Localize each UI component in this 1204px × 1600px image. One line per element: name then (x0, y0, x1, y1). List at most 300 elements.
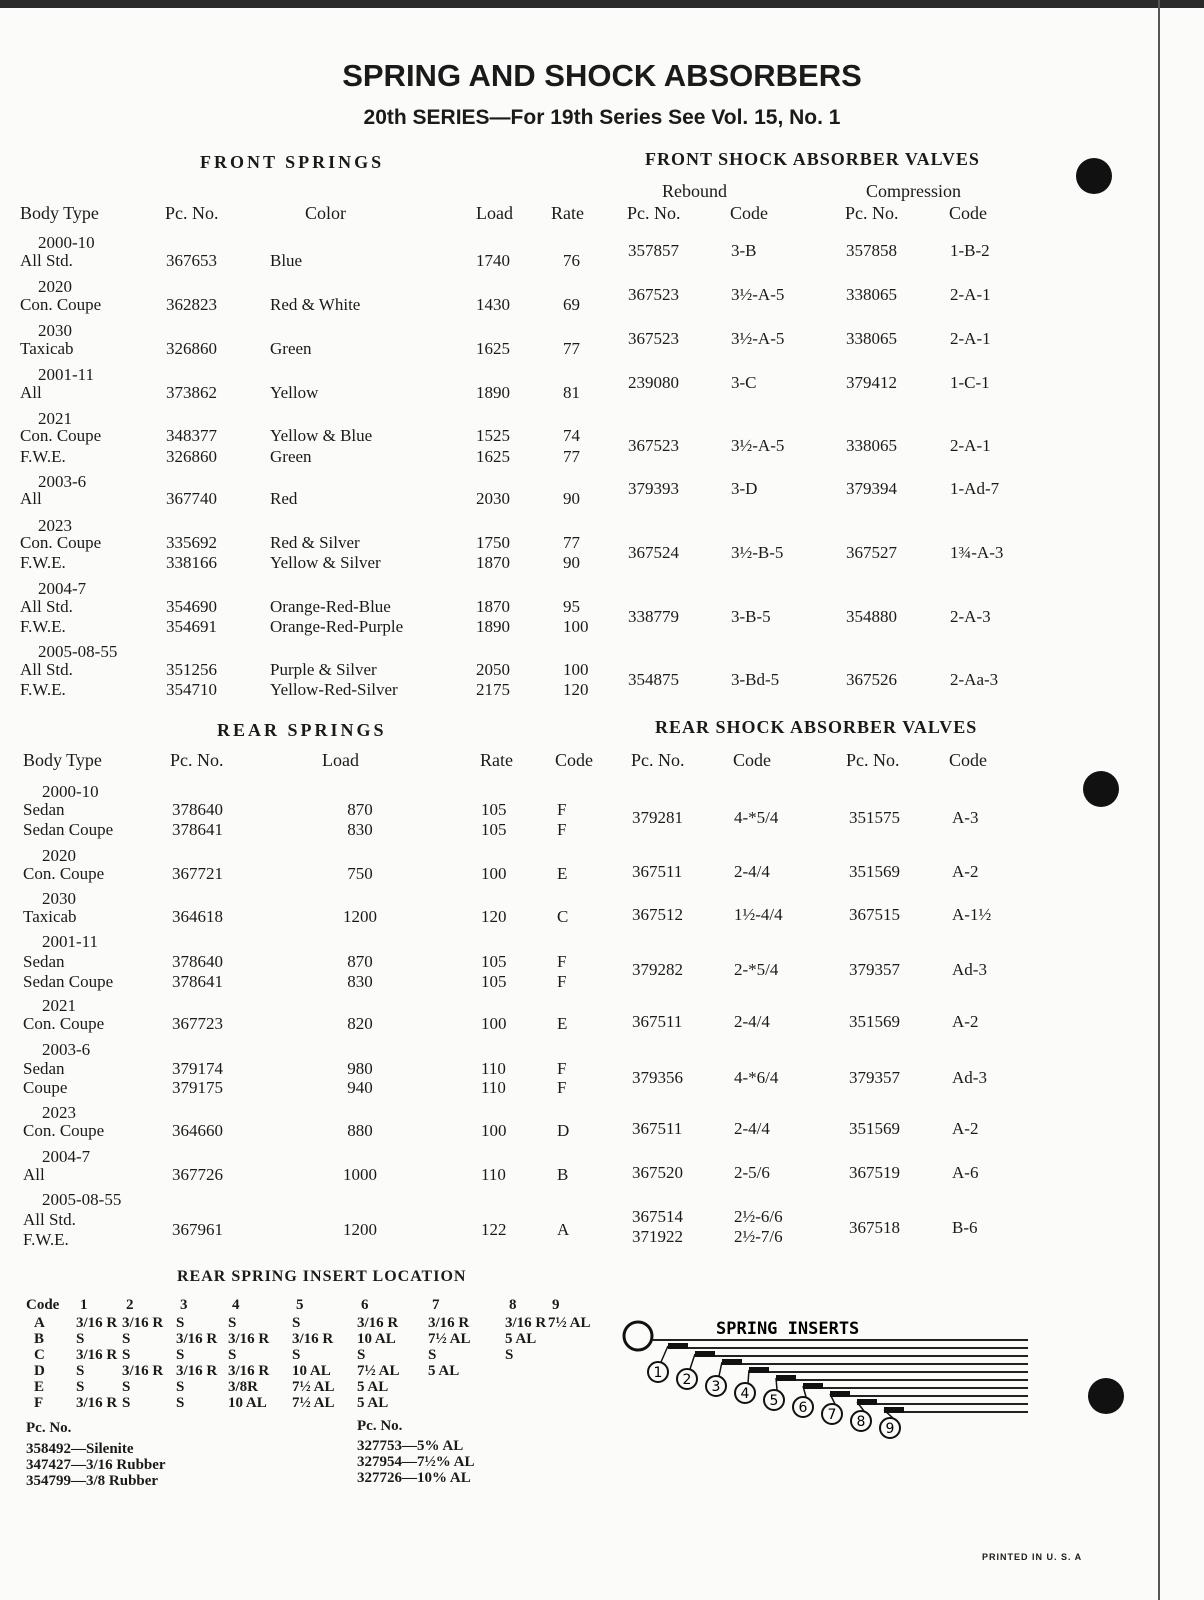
piece-number: 378641 (172, 820, 223, 839)
series-label: 2004-7 (42, 1147, 91, 1166)
piece-number: 367740 (166, 489, 217, 508)
body-type: Coupe (23, 1078, 68, 1097)
insert-number: 8 (856, 1414, 866, 1430)
spring-rate: 77 (563, 533, 580, 552)
body-type: Sedan (23, 1059, 65, 1078)
rear-springs-heading: REAR SPRINGS (217, 720, 387, 740)
compression-piece-number: 379357 (849, 1068, 900, 1087)
column-header: Code (730, 203, 768, 223)
spring-load: 830 (347, 972, 373, 991)
insert-code: C (557, 907, 569, 926)
spring-load: 2050 (476, 660, 510, 679)
spring-color: Yellow & Silver (270, 553, 381, 572)
insert-cell: 10 AL (228, 1395, 267, 1411)
insert-code: E (557, 1014, 568, 1033)
rebound-code: 3-B (731, 241, 757, 260)
spring-color: Red (270, 489, 298, 508)
insert-part: 327753—5% AL (357, 1438, 464, 1454)
insert-cell: 10 AL (357, 1331, 396, 1347)
binder-hole (1088, 1378, 1124, 1414)
spring-color: Orange-Red-Blue (270, 597, 391, 616)
insert-cell: 7½ AL (548, 1315, 591, 1331)
rebound-piece-number: 338779 (628, 607, 679, 626)
insert-cell: S (176, 1315, 185, 1331)
spring-color: Green (270, 447, 312, 466)
rebound-piece-number: 239080 (628, 373, 679, 392)
rebound-piece-number: 367523 (628, 436, 679, 455)
column-header: Pc. No. (170, 750, 224, 770)
compression-piece-number: 379394 (846, 479, 897, 498)
insert-cell: S (292, 1347, 301, 1363)
body-type: Sedan (23, 800, 65, 819)
column-header: Body Type (20, 203, 99, 223)
front-valves-heading: FRONT SHOCK ABSORBER VALVES (645, 149, 980, 169)
spring-rate: 90 (563, 489, 580, 508)
series-label: 2030 (42, 889, 76, 908)
insert-cell: S (176, 1347, 185, 1363)
insert-number: 2 (682, 1372, 692, 1388)
insert-cell: 3/16 R (228, 1363, 270, 1379)
piece-number: 326860 (166, 339, 217, 358)
spring-rate: 105 (481, 972, 507, 991)
rebound-code: 3½-B-5 (731, 543, 784, 562)
compression-piece-number: 367519 (849, 1163, 900, 1182)
insert-number: 4 (740, 1386, 750, 1402)
insert-cell: 3/16 R (122, 1363, 164, 1379)
rebound-code: 3-D (731, 479, 758, 498)
spring-rate: 100 (563, 617, 589, 636)
rebound-code: 4-*5/4 (734, 808, 779, 827)
insert-cell: 5 AL (357, 1395, 389, 1411)
spring-load: 820 (347, 1014, 373, 1033)
spring-load: 980 (347, 1059, 373, 1078)
insert-column-header: 8 (509, 1297, 517, 1313)
spring-load: 880 (347, 1121, 373, 1140)
piece-number: 326860 (166, 447, 217, 466)
piece-number: 338166 (166, 553, 217, 572)
page-subtitle: 20th SERIES—For 19th Series See Vol. 15, No. 1 (363, 106, 841, 129)
spring-rate: 77 (563, 447, 580, 466)
body-type: Con. Coupe (23, 864, 105, 883)
spring-load: 1625 (476, 447, 510, 466)
rebound-label: Rebound (662, 181, 727, 201)
piece-number: 354691 (166, 617, 217, 636)
compression-piece-number: 351569 (849, 862, 900, 881)
rebound-piece-number: 367511 (632, 862, 683, 881)
rebound-piece-number: 367520 (632, 1163, 683, 1182)
rebound-code: 2½-7/6 (734, 1227, 783, 1246)
compression-code: Ad-3 (952, 1068, 987, 1087)
spring-color: Red & White (270, 295, 361, 314)
insert-block (695, 1351, 715, 1357)
spring-load: 1625 (476, 339, 510, 358)
spring-rate: 110 (481, 1059, 506, 1078)
rebound-piece-number: 379282 (632, 960, 683, 979)
compression-code: 2-A-3 (950, 607, 991, 626)
insert-cell: 3/16 R (176, 1363, 218, 1379)
spring-rate: 122 (481, 1220, 507, 1239)
insert-cell: S (122, 1395, 131, 1411)
rebound-code: 2-4/4 (734, 1012, 770, 1031)
insert-block (722, 1359, 742, 1365)
piece-number: 348377 (166, 426, 217, 445)
printed-in-usa: PRINTED IN U. S. A (982, 1552, 1083, 1562)
column-header: Pc. No. (165, 203, 219, 223)
spring-rate: 105 (481, 820, 507, 839)
insert-number: 9 (885, 1421, 895, 1437)
insert-code: F (557, 820, 567, 839)
column-header: Load (322, 750, 359, 770)
spring-load: 1200 (343, 907, 377, 926)
insert-part: 347427—3/16 Rubber (26, 1457, 166, 1473)
insert-column-header: 6 (361, 1297, 369, 1313)
body-type: F.W.E. (20, 553, 66, 572)
insert-cell: 3/8R (228, 1379, 258, 1395)
insert-cell: S (122, 1379, 131, 1395)
insert-cell: 7½ AL (292, 1395, 335, 1411)
piece-number: 378640 (172, 800, 223, 819)
insert-part: 358492—Silenite (26, 1441, 134, 1457)
column-header: Code (949, 203, 987, 223)
spring-rate: 69 (563, 295, 580, 314)
spring-load: 940 (347, 1078, 373, 1097)
column-header: Code (555, 750, 593, 770)
compression-code: A-2 (952, 1119, 979, 1138)
rebound-piece-number: 371922 (632, 1227, 683, 1246)
rebound-code: 2½-6/6 (734, 1207, 783, 1226)
body-type: Con. Coupe (23, 1121, 105, 1140)
series-label: 2001-11 (38, 365, 95, 384)
series-label: 2003-6 (42, 1040, 91, 1059)
spring-rate: 100 (481, 1121, 507, 1140)
spring-rate: 77 (563, 339, 580, 358)
body-type: Con. Coupe (20, 533, 102, 552)
leader-line (719, 1362, 722, 1376)
rebound-code: 2-4/4 (734, 862, 770, 881)
column-header: Pc. No. (627, 203, 681, 223)
binder-hole (1076, 158, 1112, 194)
insert-cell: 3/16 R (76, 1315, 118, 1331)
spring-load: 2030 (476, 489, 510, 508)
column-header: Pc. No. (846, 750, 900, 770)
insert-number: 6 (798, 1400, 808, 1416)
compression-code: A-2 (952, 1012, 979, 1031)
series-label: 2023 (38, 516, 72, 535)
column-header: Load (476, 203, 513, 223)
insert-number: 7 (827, 1407, 837, 1423)
spring-load: 2175 (476, 680, 510, 699)
insert-cell: 3/16 R (428, 1315, 470, 1331)
insert-cell: A (34, 1315, 45, 1331)
insert-cell: 7½ AL (357, 1363, 400, 1379)
rebound-code: 1½-4/4 (734, 905, 783, 924)
insert-column-header: Code (26, 1297, 60, 1313)
body-type: Con. Coupe (20, 426, 102, 445)
insert-cell: 3/16 R (176, 1331, 218, 1347)
series-label: 2005-08-55 (42, 1190, 122, 1209)
compression-piece-number: 367527 (846, 543, 897, 562)
binder-hole (1083, 771, 1119, 807)
body-type: All (23, 1165, 45, 1184)
compression-code: A-3 (952, 808, 979, 827)
insert-cell: S (76, 1363, 85, 1379)
spring-rate: 100 (481, 1014, 507, 1033)
insert-cell: S (228, 1315, 237, 1331)
series-label: 2003-6 (38, 472, 87, 491)
piece-number: 354690 (166, 597, 217, 616)
rebound-piece-number: 367511 (632, 1119, 683, 1138)
column-header: Code (949, 750, 987, 770)
insert-cell: 7½ AL (428, 1331, 471, 1347)
rebound-code: 3-B-5 (731, 607, 771, 626)
insert-column-header: 7 (432, 1297, 440, 1313)
rebound-piece-number: 354875 (628, 670, 679, 689)
compression-piece-number: 351575 (849, 808, 900, 827)
compression-piece-number: 367515 (849, 905, 900, 924)
spring-inserts-diagram (618, 1310, 1038, 1450)
piece-number: 367726 (172, 1165, 223, 1184)
rebound-piece-number: 367514 (632, 1207, 683, 1226)
spring-rate: 100 (563, 660, 589, 679)
spring-rate: 105 (481, 952, 507, 971)
rebound-piece-number: 379356 (632, 1068, 683, 1087)
piece-number: 362823 (166, 295, 217, 314)
insert-code: D (557, 1121, 570, 1140)
compression-piece-number: 351569 (849, 1012, 900, 1031)
body-type: F.W.E. (20, 617, 66, 636)
series-label: 2001-11 (42, 932, 99, 951)
body-type: All (20, 489, 42, 508)
rebound-piece-number: 367523 (628, 329, 679, 348)
piece-number: 364618 (172, 907, 223, 926)
insert-cell: S (428, 1347, 437, 1363)
column-header: Code (733, 750, 771, 770)
rebound-code: 2-*5/4 (734, 960, 779, 979)
insert-cell: 5 AL (357, 1379, 389, 1395)
body-type: All Std. (23, 1210, 76, 1229)
leader-line (690, 1354, 695, 1369)
rebound-piece-number: 367524 (628, 543, 679, 562)
body-type: Con. Coupe (23, 1014, 105, 1033)
spring-load: 870 (347, 800, 373, 819)
rebound-piece-number: 379393 (628, 479, 679, 498)
compression-piece-number: 338065 (846, 329, 897, 348)
insert-column-header: 3 (180, 1297, 188, 1313)
compression-piece-number: 351569 (849, 1119, 900, 1138)
piece-number: 354710 (166, 680, 217, 699)
insert-code: A (557, 1220, 570, 1239)
spring-color: Blue (270, 251, 303, 270)
insert-code: F (557, 800, 567, 819)
insert-code: F (557, 972, 567, 991)
compression-code: Ad-3 (952, 960, 987, 979)
spring-load: 1870 (476, 597, 510, 616)
insert-number: 1 (653, 1365, 663, 1381)
insert-location-heading: REAR SPRING INSERT LOCATION (177, 1268, 467, 1285)
compression-piece-number: 354880 (846, 607, 897, 626)
rear-valves-heading: REAR SHOCK ABSORBER VALVES (655, 717, 978, 737)
series-label: 2004-7 (38, 579, 87, 598)
spring-rate: 110 (481, 1165, 506, 1184)
insert-code: F (557, 952, 567, 971)
insert-column-header: 4 (232, 1297, 240, 1313)
insert-cell: F (34, 1395, 44, 1411)
insert-cell: E (34, 1379, 45, 1395)
insert-column-header: 5 (296, 1297, 304, 1313)
insert-cell: 10 AL (292, 1363, 331, 1379)
insert-cell: S (122, 1331, 131, 1347)
compression-label: Compression (866, 181, 962, 201)
insert-code: E (557, 864, 568, 883)
leader-line (748, 1370, 749, 1383)
spring-load: 1000 (343, 1165, 377, 1184)
series-label: 2000-10 (38, 233, 95, 252)
insert-block (776, 1375, 796, 1381)
insert-cell: 5 AL (505, 1331, 537, 1347)
spring-load: 750 (347, 864, 373, 883)
body-type: Sedan Coupe (23, 972, 114, 991)
spring-rate: 90 (563, 553, 580, 572)
series-label: 2021 (38, 409, 72, 428)
body-type: Sedan Coupe (23, 820, 114, 839)
compression-code: 2-Aa-3 (950, 670, 999, 689)
insert-cell: D (34, 1363, 45, 1379)
spring-load: 1750 (476, 533, 510, 552)
insert-cell: 3/16 R (505, 1315, 547, 1331)
spring-load: 1525 (476, 426, 510, 445)
piece-number: 367723 (172, 1014, 223, 1033)
piece-number: 378641 (172, 972, 223, 991)
body-type: Taxicab (20, 339, 74, 358)
compression-piece-number: 357858 (846, 241, 897, 260)
spring-load: 1890 (476, 383, 510, 402)
insert-block (830, 1391, 850, 1397)
spring-eye-icon (624, 1322, 652, 1350)
spring-load: 1200 (343, 1220, 377, 1239)
page-right-edge (1158, 0, 1160, 1600)
body-type: F.W.E. (20, 680, 66, 699)
spring-rate: 110 (481, 1078, 506, 1097)
rebound-piece-number: 367512 (632, 905, 683, 924)
piece-number: 367961 (172, 1220, 223, 1239)
column-header: Pc. No. (631, 750, 685, 770)
page-top-edge (0, 0, 1204, 8)
spring-rate: 120 (563, 680, 589, 699)
insert-code: B (557, 1165, 569, 1184)
insert-cell: 3/16 R (228, 1331, 270, 1347)
spring-color: Yellow-Red-Silver (270, 680, 398, 699)
piece-number: 364660 (172, 1121, 223, 1140)
insert-cell: S (122, 1347, 131, 1363)
insert-cell: B (34, 1331, 45, 1347)
spring-load: 830 (347, 820, 373, 839)
pc-no-label: Pc. No. (26, 1420, 72, 1436)
diagram-title: SPRING INSERTS (716, 1319, 860, 1339)
piece-number: 335692 (166, 533, 217, 552)
insert-column-header: 9 (552, 1297, 560, 1313)
insert-cell: C (34, 1347, 45, 1363)
spring-rate: 76 (563, 251, 580, 270)
spring-color: Orange-Red-Purple (270, 617, 404, 636)
compression-code: 1-B-2 (950, 241, 990, 260)
spring-color: Purple & Silver (270, 660, 377, 679)
compression-code: A-1½ (952, 905, 992, 924)
body-type: Taxicab (23, 907, 77, 926)
rebound-code: 3½-A-5 (731, 436, 785, 455)
rebound-code: 4-*6/4 (734, 1068, 779, 1087)
rebound-code: 2-5/6 (734, 1163, 770, 1182)
insert-cell: S (228, 1347, 237, 1363)
series-label: 2020 (42, 846, 76, 865)
insert-column-header: 1 (80, 1297, 88, 1313)
rebound-piece-number: 367523 (628, 285, 679, 304)
insert-cell: S (76, 1379, 85, 1395)
insert-cell: S (505, 1347, 514, 1363)
compression-piece-number: 367518 (849, 1218, 900, 1237)
body-type: Con. Coupe (20, 295, 102, 314)
spring-rate: 100 (481, 864, 507, 883)
spring-color: Red & Silver (270, 533, 360, 552)
compression-piece-number: 338065 (846, 285, 897, 304)
front-springs-heading: FRONT SPRINGS (200, 152, 385, 172)
column-header: Body Type (23, 750, 102, 770)
insert-cell: 3/16 R (76, 1395, 118, 1411)
insert-cell: 3/16 R (357, 1315, 399, 1331)
column-header: Rate (480, 750, 513, 770)
insert-part: 327954—7½% AL (357, 1454, 475, 1470)
insert-cell: S (176, 1379, 185, 1395)
compression-code: A-6 (952, 1163, 979, 1182)
piece-number: 378640 (172, 952, 223, 971)
compression-code: A-2 (952, 862, 979, 881)
insert-cell: S (292, 1315, 301, 1331)
body-type: All (20, 383, 42, 402)
body-type: All Std. (20, 251, 73, 270)
column-header: Color (305, 203, 347, 223)
compression-code: 1-Ad-7 (950, 479, 1000, 498)
insert-cell: 3/16 R (122, 1315, 164, 1331)
insert-cell: 5 AL (428, 1363, 460, 1379)
compression-piece-number: 367526 (846, 670, 897, 689)
body-type: All Std. (20, 597, 73, 616)
insert-cell: S (357, 1347, 366, 1363)
compression-code: 1-C-1 (950, 373, 990, 392)
spring-color: Yellow (270, 383, 319, 402)
rebound-code: 3½-A-5 (731, 285, 785, 304)
insert-part: 327726—10% AL (357, 1470, 471, 1486)
insert-cell: 3/16 R (76, 1347, 118, 1363)
insert-cell: 3/16 R (292, 1331, 334, 1347)
piece-number: 379174 (172, 1059, 223, 1078)
body-type: F.W.E. (20, 447, 66, 466)
insert-cell: S (176, 1395, 185, 1411)
spring-load: 1890 (476, 617, 510, 636)
page-title: SPRING AND SHOCK ABSORBERS (342, 58, 862, 93)
spring-rate: 81 (563, 383, 580, 402)
rebound-piece-number: 367511 (632, 1012, 683, 1031)
body-type: Sedan (23, 952, 65, 971)
insert-block (803, 1383, 823, 1389)
spring-rate: 105 (481, 800, 507, 819)
insert-number: 3 (711, 1379, 721, 1395)
series-label: 2020 (38, 277, 72, 296)
body-type: All Std. (20, 660, 73, 679)
compression-code: 1¾-A-3 (950, 543, 1004, 562)
insert-column-header: 2 (126, 1297, 134, 1313)
compression-code: 2-A-1 (950, 436, 991, 455)
spring-color: Green (270, 339, 312, 358)
spring-rate: 120 (481, 907, 507, 926)
